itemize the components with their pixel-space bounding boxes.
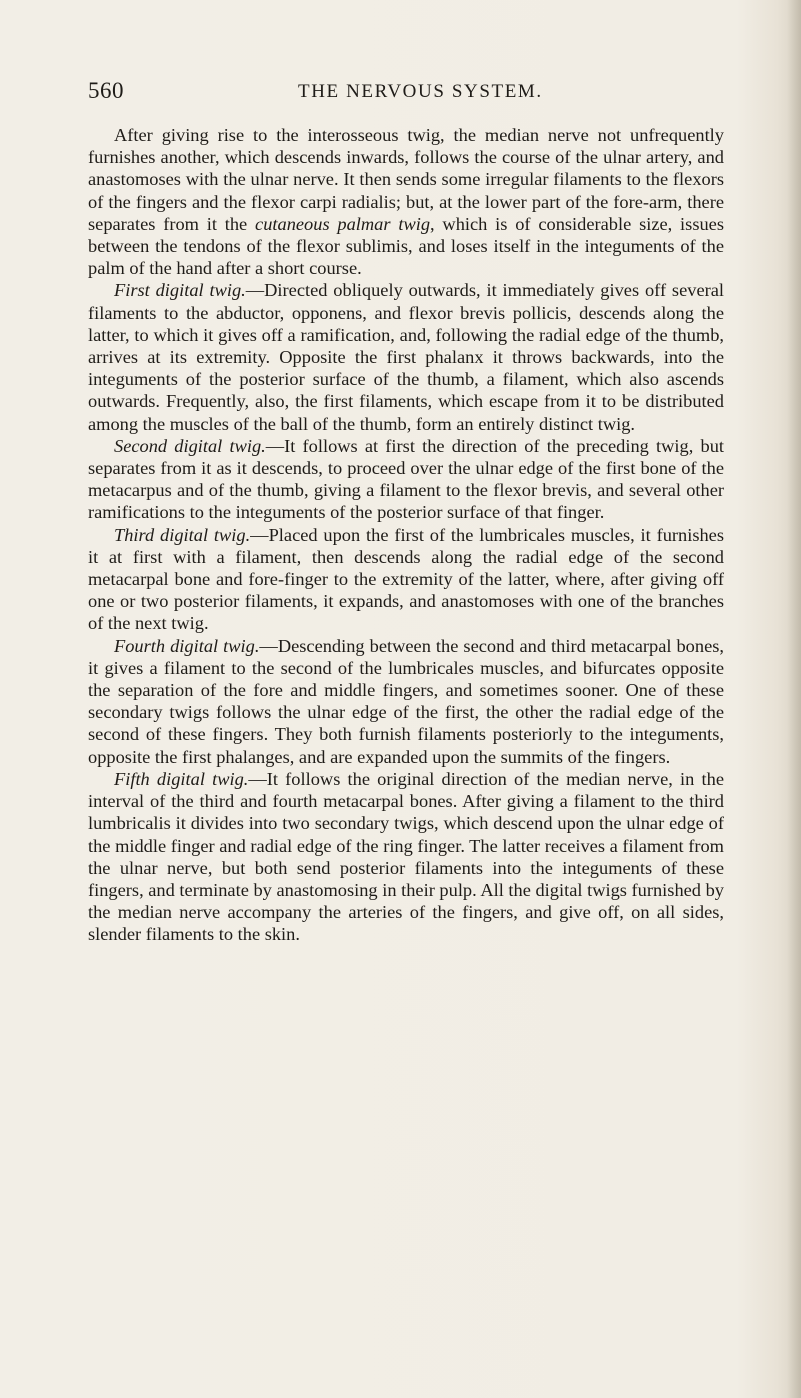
paragraph-fourth-digital-twig [88, 635, 724, 768]
paragraph-first-digital-twig [88, 279, 724, 434]
paragraph-lead-heading: Fourth digital twig. [114, 635, 260, 656]
paragraph-third-digital-twig [88, 524, 724, 635]
paragraph-lead-heading: Third digital twig. [114, 524, 251, 545]
page-header [88, 78, 724, 108]
paragraph-text: After giving rise to the interosseous twig, the median nerve not unfrequently furnishes another, which descends inwards, follows the course of the ulnar artery, and anastomoses with the ulnar nerve. It then sends some irregular filaments to the flexors of the fingers and the flexor carpi radialis; but, at the lower part of the fore-arm, there separates from it the [88, 125, 724, 234]
emphasis-term: cutaneous palmar twig [255, 213, 431, 234]
paragraph-text: —Descending between the second and third metacarpal bones, it gives a filament to the second of the lumbricales muscles, and bifurcates opposite the separation of the fore and middle fingers, and sometimes sooner. One of these secondary twigs follows the ulnar edge of the first, the other the radial edge of the second of these fingers. They both furnish filaments posteriorly to the integuments, opposite the first phalanges, and are expanded upon the summits of the fingers. [88, 635, 724, 767]
paragraph-fifth-digital-twig [88, 768, 724, 946]
page-number: 560 [88, 78, 124, 103]
page-edge-shadow [787, 0, 801, 1398]
paragraph-text: —Directed obliquely outwards, it immediately gives off several filaments to the abductor, opponens, and flexor brevis pollicis, descends along the latter, to which it gives off a ramification, and, following the radial edge of the thumb, arrives at its extremity. Opposite the first phalanx it throws backwards, into the integuments of the posterior surface of the thumb, a filament, which also ascends outwards. Frequently, also, the first filaments, which escape from it to be distributed among the muscles of the ball of the thumb, form an entirely distinct twig. [88, 280, 724, 434]
paragraph-second-digital-twig [88, 435, 724, 524]
paragraph-lead-heading: First digital twig. [114, 280, 246, 301]
paragraph-text: —Placed upon the first of the lumbricales muscles, it furnishes it at first with a filament, then descends along the radial edge of the second metacarpal bone and fore-finger to the extremity of the latter, where, after giving off one or two posterior filaments, it expands, and anastomoses with one of the branches of the next twig. [88, 524, 724, 634]
paragraph-text: —It follows the original direction of the median nerve, in the interval of the third and fourth metacarpal bones. After giving a filament to the third lumbricalis it divides into two secondary twigs, which descend upon the ulnar edge of the middle finger and radial edge of the ring finger. The latter receives a filament from the ulnar nerve, but both send posterior filaments into the integuments of these fingers, and terminate by anastomosing in their pulp. All the digital twigs furnished by the median nerve accompany the arteries of the fingers, and give off, on all sides, slender filaments to the skin. [88, 768, 724, 945]
body-text [88, 124, 724, 946]
running-head: THE NERVOUS SYSTEM. [298, 81, 543, 102]
paragraph-median-nerve-branch [88, 124, 724, 279]
paragraph-lead-heading: Fifth digital twig. [114, 768, 249, 789]
paragraph-text: —It follows at first the direction of the preceding twig, but separates from it as it descends, to proceed over the ulnar edge of the first bone of the metacarpus and of the thumb, giving a filament to the flexor brevis, and several other ramifications to the integuments of the posterior surface of that finger. [88, 435, 724, 523]
paragraph-lead-heading: Second digital twig. [114, 435, 266, 456]
paragraph-text-continued: , which is of considerable size, issues between the tendons of the flexor sublimis, and loses itself in the integuments of the palm of the hand after a short course. [88, 213, 724, 279]
